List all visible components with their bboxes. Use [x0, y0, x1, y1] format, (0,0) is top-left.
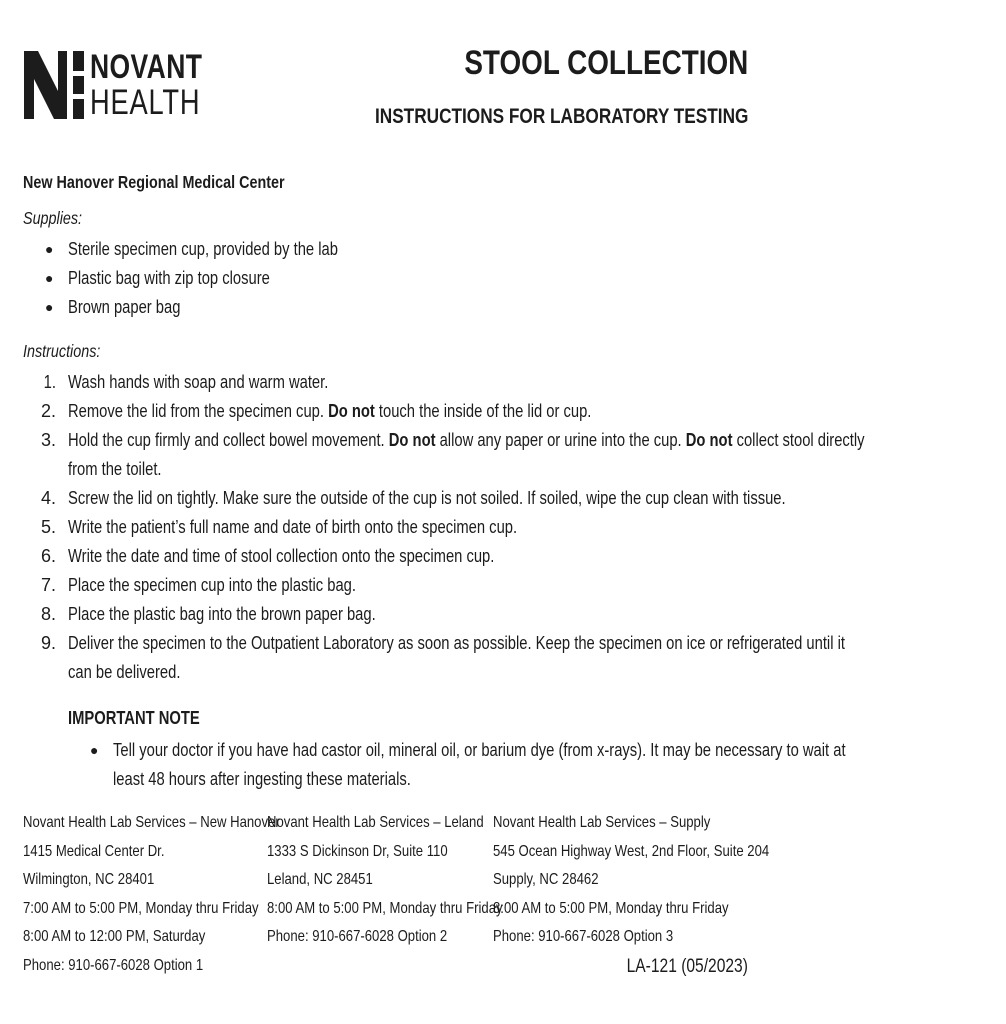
location-city: Wilmington, NC 28401	[23, 871, 155, 888]
location-name: Novant Health Lab Services – Leland	[267, 814, 484, 831]
location-name: Novant Health Lab Services – New Hanover	[23, 814, 280, 831]
location-address: 1333 S Dickinson Dr, Suite 110	[267, 842, 448, 860]
location-phone: Phone: 910-667-6028 Option 2	[267, 928, 448, 945]
bullet-icon: ●	[90, 742, 99, 758]
bullet-icon: ●	[45, 241, 54, 257]
location-city: Leland, NC 28451	[267, 871, 373, 888]
logo-word-health: HEALTH	[90, 83, 201, 122]
document-title: STOOL COLLECTION	[464, 44, 748, 82]
form-code: LA-121 (05/2023)	[626, 956, 748, 977]
instructions-label: Instructions:	[23, 341, 101, 361]
location-name: Novant Health Lab Services – Supply	[493, 814, 711, 831]
novant-health-logo	[24, 48, 203, 122]
supplies-label: Supplies:	[23, 208, 83, 228]
location-hours: 8:00 AM to 12:00 PM, Saturday	[23, 928, 206, 945]
novant-n-mark-icon	[24, 49, 86, 121]
location-address: 1415 Medical Center Dr.	[23, 842, 165, 860]
location-address: 545 Ocean Highway West, 2nd Floor, Suite 204	[493, 842, 770, 860]
location-hours: 8:00 AM to 5:00 PM, Monday thru Friday	[267, 899, 503, 917]
location-hours: 7:00 AM to 5:00 PM, Monday thru Friday	[23, 899, 259, 917]
location-hours: 8:00 AM to 5:00 PM, Monday thru Friday	[493, 899, 729, 917]
location-city: Supply, NC 28462	[493, 871, 599, 888]
location-phone: Phone: 910-667-6028 Option 3	[493, 928, 674, 945]
bullet-icon: ●	[45, 299, 54, 315]
document-subtitle: INSTRUCTIONS FOR LABORATORY TESTING	[374, 105, 748, 128]
facility-name: New Hanover Regional Medical Center	[23, 172, 285, 192]
bullet-icon: ●	[45, 270, 54, 286]
important-note-heading: IMPORTANT NOTE	[68, 708, 200, 728]
important-note-text: Tell your doctor if you have had castor oil, mineral oil, or barium dye (from x-rays). It may be necessary to wait at least 48 hours after ingesting these materials.	[113, 740, 846, 789]
logo-word-novant: NOVANT	[90, 48, 203, 86]
location-supply	[493, 809, 830, 952]
location-phone: Phone: 910-667-6028 Option 1	[23, 956, 204, 974]
